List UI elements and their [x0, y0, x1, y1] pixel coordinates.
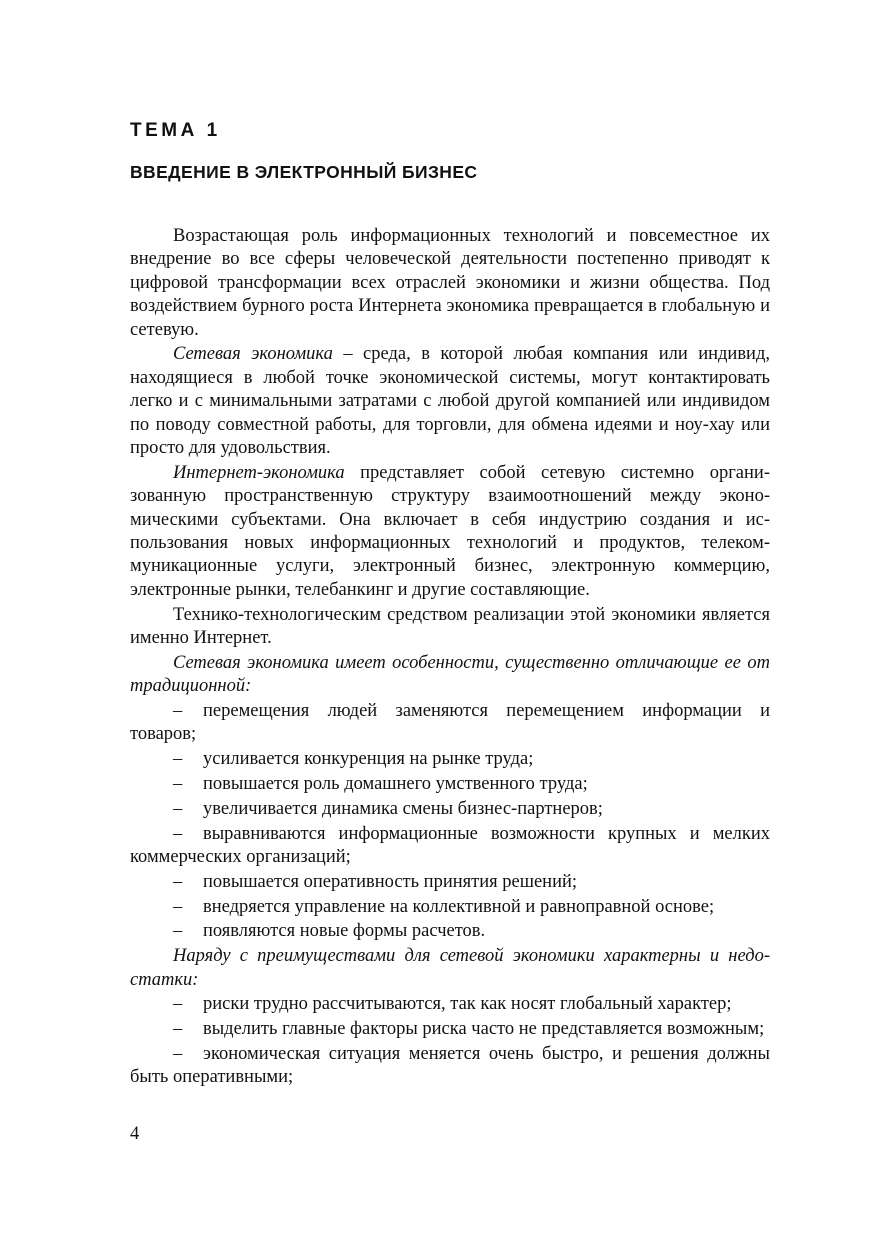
page-number: 4: [130, 1124, 140, 1144]
list-lead: Сетевая экономика имеет особенности, существенно отличающие ее от традиционной:: [130, 652, 770, 697]
term: Сетевая экономика: [173, 344, 333, 365]
paragraph-text: – среда, в которой любая компания или индивид, находящиеся в любой точке экономической системы, могут контактировать легко и с минимальными затратами с любой другой компанией или индивидом по поводу совместной работы, для торговли, для обмена идеями и ноу-хау или просто для удовольствия.: [130, 344, 770, 459]
dash: –: [173, 994, 183, 1015]
list-item: – выравниваются информационные возможности крупных и мелких коммерческих организаций;: [130, 823, 770, 868]
body-text: [130, 225, 770, 1091]
list-item: – появляются новые формы расчетов.: [130, 920, 770, 943]
topic-label: ТЕМА 1: [130, 120, 221, 141]
dash: –: [173, 896, 183, 917]
list-item: – повышается оперативность принятия решений;: [130, 871, 770, 894]
list-item: – усиливается конкуренция на рынке труда;: [130, 748, 770, 771]
list-lead: Наряду с преимуществами для сетевой экономики характерны и недостатки:: [130, 946, 770, 990]
dash: –: [173, 921, 183, 942]
dash: –: [173, 701, 183, 722]
list-item: – риски трудно рассчитываются, так как носят глобальный характер;: [130, 993, 770, 1016]
term: Интернет-экономика: [173, 462, 345, 483]
paragraph: Возрастающая роль информационных технологий и повсеместное их внедрение во все сферы человеческой деятельности постепенно приводят к цифровой трансформации всех отраслей экономики и жизни общества. Под воздействием бурного роста Интернета экономика превращается в глобальную и сетевую.: [130, 226, 770, 340]
dash: –: [173, 774, 183, 795]
dash: –: [173, 871, 183, 892]
book-page: [130, 0, 770, 1241]
dash: –: [173, 1019, 183, 1040]
paragraph: [130, 343, 770, 460]
list-item: – увеличивается динамика смены бизнес-партнеров;: [130, 798, 770, 821]
paragraph: Технико-технологическим средством реализации этой экономики является именно Интернет.: [130, 604, 770, 649]
list-item: – выделить главные факторы риска часто не представляется возможным;: [130, 1018, 770, 1041]
dash: –: [173, 749, 183, 770]
dash: –: [173, 823, 183, 844]
list-item: – внедряется управление на коллективной и равноправной основе;: [130, 896, 770, 919]
paragraph: [130, 462, 770, 602]
paragraph-text: представляет собой сетевую системно организованную пространственную структуру взаимоотношений между экономическими субъектами. Она включает в себя индустрию создания и использования новых информационных технологий и продуктов, телекоммуникационные услуги, электронный бизнес, электронную коммерцию, электронные рынки, телебанкинг и другие составляющие.: [130, 462, 770, 600]
list-item: – экономическая ситуация меняется очень быстро, и решения должны быть оперативными;: [130, 1044, 770, 1088]
dash: –: [173, 1044, 183, 1065]
list-item: – перемещения людей заменяются перемещением информации и товаров;: [130, 701, 770, 745]
dash: –: [173, 798, 183, 819]
list-item: – повышается роль домашнего умственного труда;: [130, 773, 770, 796]
chapter-title: ВВЕДЕНИЕ В ЭЛЕКТРОННЫЙ БИЗНЕС: [130, 162, 478, 182]
